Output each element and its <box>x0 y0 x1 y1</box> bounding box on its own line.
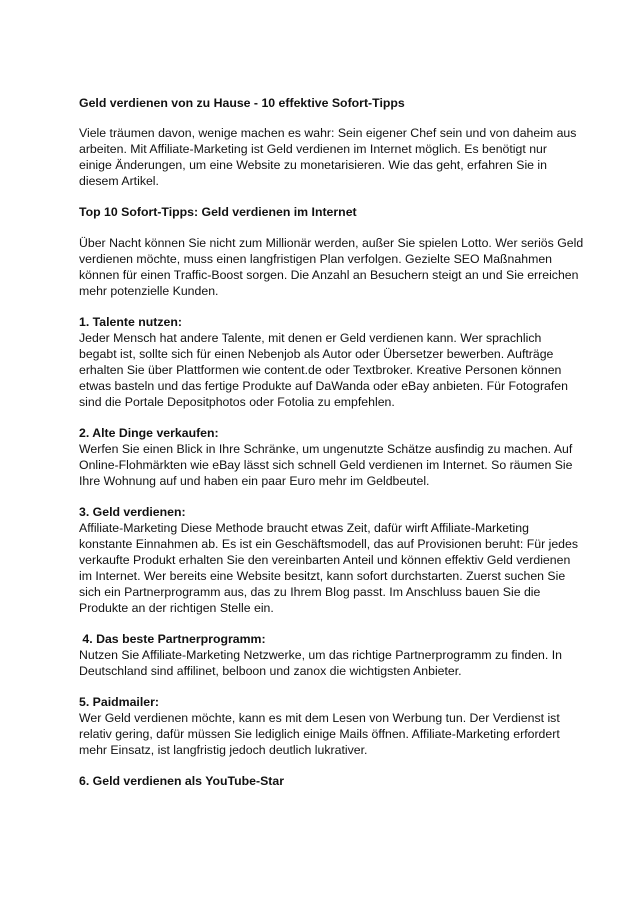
overview-line: Über Nacht können Sie nicht zum Millionär werden, außer Sie spielen Lotto. Wer seriös Geld <box>79 236 584 250</box>
tip-line: konstante Einnahmen ab. Es ist ein Geschäftsmodell, das auf Provisionen beruht: Für jedes <box>79 537 578 551</box>
tip-heading: 5. Paidmailer: <box>79 695 159 709</box>
tip-line: Wer Geld verdienen möchte, kann es mit dem Lesen von Werbung tun. Der Verdienst ist <box>79 711 560 725</box>
intro-line: Viele träumen davon, wenige machen es wahr: Sein eigener Chef sein und von daheim aus <box>79 126 577 140</box>
tip-line: erhalten Sie über Plattformen wie content.de oder Textbroker. Kreative Personen können <box>79 363 562 377</box>
tip-line: Nutzen Sie Affiliate-Marketing Netzwerke, um das richtige Partnerprogramm zu finden. In <box>79 648 562 662</box>
tip-heading: 2. Alte Dinge verkaufen: <box>79 426 219 440</box>
tip-section-5 <box>79 694 569 758</box>
tip-line: begabt ist, sollte sich für einen Nebenjob als Autor oder Übersetzer bewerben. Aufträge <box>79 347 554 361</box>
subheading: Top 10 Sofort-Tipps: Geld verdienen im Internet <box>79 205 357 219</box>
document-content <box>79 95 584 804</box>
tip-heading: 3. Geld verdienen: <box>79 505 186 519</box>
tip-section-3 <box>79 504 578 616</box>
tip-line: sich ein Partnerprogramm aus, das zu Ihrem Blog passt. Im Anschluss bauen Sie die <box>79 585 541 599</box>
intro-paragraph <box>79 125 577 189</box>
tip-heading: 4. Das beste Partnerprogramm: <box>79 632 266 646</box>
tip-line: mehr Einsatz, ist langfristig jedoch deutlich lukrativer. <box>79 743 368 757</box>
tip-section-2 <box>79 425 573 489</box>
tip-section-1 <box>79 314 569 410</box>
overview-line: mehr potenzielle Kunden. <box>79 284 219 298</box>
overview-line: verdienen möchte, muss einen langfristigen Plan verfolgen. Gezielte SEO Maßnahmen <box>79 252 552 266</box>
intro-line: diesem Artikel. <box>79 174 159 188</box>
tip-section-6 <box>79 773 569 789</box>
tip-section-4 <box>79 631 569 679</box>
tip-heading: 6. Geld verdienen als YouTube-Star <box>79 774 285 788</box>
tip-line: im Internet. Wer bereits eine Website besitzt, kann sofort durchstarten. Zuerst suchen Sie <box>79 569 566 583</box>
document-title: Geld verdienen von zu Hause - 10 effektive Sofort-Tipps <box>79 96 405 110</box>
tip-line: relativ gering, dafür müssen Sie lediglich einige Mails öffnen. Affiliate-Marketing erfordert <box>79 727 560 741</box>
tip-line: Ihre Wohnung auf und haben ein paar Euro mehr im Geldbeutel. <box>79 474 430 488</box>
tip-line: etwas basteln und das fertige Produkte auf DaWanda oder eBay anbieten. Für Fotografen <box>79 379 568 393</box>
intro-line: arbeiten. Mit Affiliate-Marketing ist Geld verdienen im Internet möglich. Es benötigt nur <box>79 142 547 156</box>
tip-line: Werfen Sie einen Blick in Ihre Schränke, um ungenutzte Schätze ausfindig zu machen. Auf <box>79 442 573 456</box>
intro-line: einige Änderungen, um eine Website zu monetarisieren. Wie das geht, erfahren Sie in <box>79 158 548 172</box>
overview-paragraph <box>79 235 584 299</box>
tip-line: sind die Portale Depositphotos oder Fotolia zu empfehlen. <box>79 395 395 409</box>
tip-line: Produkte an der richtigen Stelle ein. <box>79 601 274 615</box>
tip-line: Affiliate-Marketing Diese Methode braucht etwas Zeit, dafür wirft Affiliate-Marketing <box>79 521 529 535</box>
overview-line: können für einen Traffic-Boost sorgen. Die Anzahl an Besuchern steigt an und Sie erreichen <box>79 268 579 282</box>
tip-line: Online-Flohmärkten wie eBay lässt sich schnell Geld verdienen im Internet. So räumen Sie <box>79 458 573 472</box>
tip-line: Deutschland sind affilinet, belboon und zanox die wichtigsten Anbieter. <box>79 664 462 678</box>
tip-heading: 1. Talente nutzen: <box>79 315 182 329</box>
tip-line: Jeder Mensch hat andere Talente, mit denen er Geld verdienen kann. Wer sprachlich <box>79 331 542 345</box>
tip-line: verkaufte Produkt erhalten Sie den vereinbarten Anteil und können effektiv Geld verdienen <box>79 553 571 567</box>
